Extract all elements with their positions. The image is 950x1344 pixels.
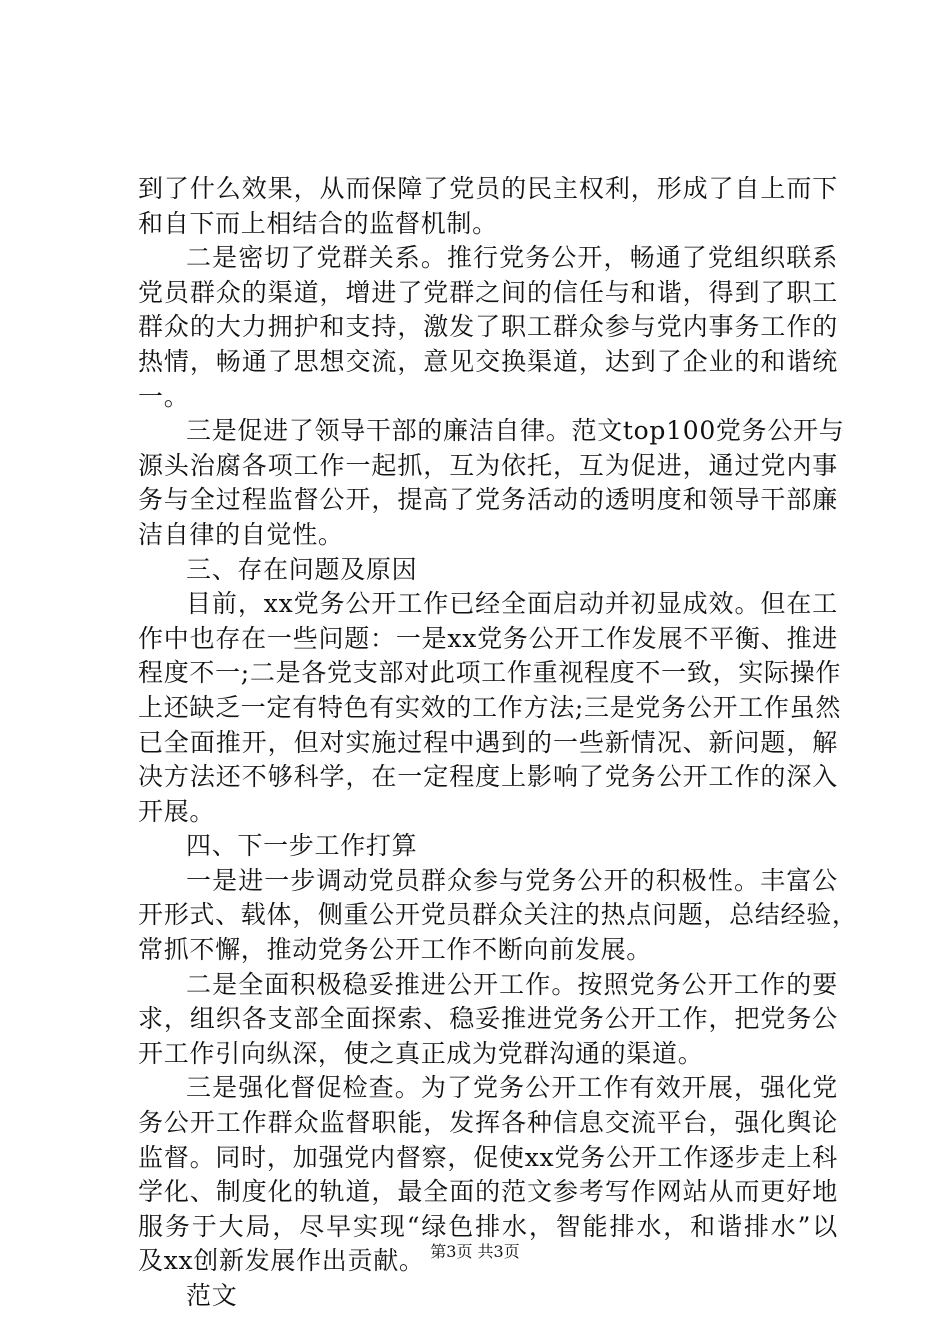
text-line: 二是密切了党群关系。推行党务公开，畅通了党组织联系	[186, 243, 838, 273]
text-line: 务与全过程监督公开，提高了党务活动的透明度和领导干部廉	[138, 485, 838, 515]
text-line: 常抓不懈，推动党务公开工作不断向前发展。	[138, 935, 653, 965]
text-line: 程度不一;二是各党支部对此项工作重视程度不一致，实际操作	[138, 658, 842, 688]
text-line: 及xx创新发展作出贡献。	[138, 1246, 425, 1276]
text-line: 求，组织各支部全面探索、稳妥推进党务公开工作，把党务公	[138, 1004, 838, 1034]
text-line: 作中也存在一些问题：一是xx党务公开工作发展不平衡、推进	[138, 623, 838, 653]
text-line: 群众的大力拥护和支持，激发了职工群众参与党内事务工作的	[138, 312, 838, 342]
text-line: 洁自律的自觉性。	[138, 519, 344, 549]
text-line: 开展。	[138, 796, 216, 826]
text-line: 一。	[138, 381, 190, 411]
text-line: 和自下而上相结合的监督机制。	[138, 208, 498, 238]
text-line: 已全面推开，但对实施过程中遇到的一些新情况、新问题，解	[138, 727, 838, 757]
text-line: 一是进一步调动党员群众参与党务公开的积极性。丰富公	[186, 865, 838, 895]
text-line: 党员群众的渠道，增进了党群之间的信任与和谐，得到了职工	[138, 277, 838, 307]
text-line: 开形式、载体，侧重公开党员群众关注的热点问题，总结经验，	[138, 900, 858, 930]
text-line: 热情，畅通了思想交流，意见交换渠道，达到了企业的和谐统	[138, 346, 838, 376]
text-line: 三是强化督促检查。为了党务公开工作有效开展，强化党	[186, 1073, 838, 1103]
document-body	[138, 172, 858, 1314]
text-line: 监督。同时，加强党内督察，促使xx党务公开工作逐步走上科	[138, 1142, 838, 1172]
text-line: 学化、制度化的轨道，最全面的范文参考写作网站从而更好地	[138, 1177, 838, 1207]
section-heading: 四、下一步工作打算	[186, 831, 418, 861]
text-line: 开工作引向纵深，使之真正成为党群沟通的渠道。	[138, 1038, 704, 1068]
text-line: 源头治腐各项工作一起抓，互为依托，互为促进，通过党内事	[138, 450, 838, 480]
text-line: 二是全面积极稳妥推进公开工作。按照党务公开工作的要	[186, 969, 838, 999]
text-line: 到了什么效果，从而保障了党员的民主权利，形成了自上而下	[138, 174, 838, 203]
text-line: 服务于大局，尽早实现“绿色排水，智能排水，和谐排水”以	[138, 1211, 838, 1241]
text-line: 目前，xx党务公开工作已经全面启动并初显成效。但在工	[186, 589, 838, 619]
text-line: 上还缺乏一定有特色有实效的工作方法;三是党务公开工作虽然	[138, 692, 842, 722]
text-line: 范文	[186, 1281, 238, 1310]
text-line: 务公开工作群众监督职能，发挥各种信息交流平台，强化舆论	[138, 1108, 838, 1138]
text-line: 三是促进了领导干部的廉洁自律。范文top100党务公开与	[186, 416, 845, 446]
page-number-footer: 第3页 共3页	[430, 1242, 520, 1261]
section-heading: 三、存在问题及原因	[186, 554, 418, 584]
text-line: 决方法还不够科学，在一定程度上影响了党务公开工作的深入	[138, 762, 838, 792]
